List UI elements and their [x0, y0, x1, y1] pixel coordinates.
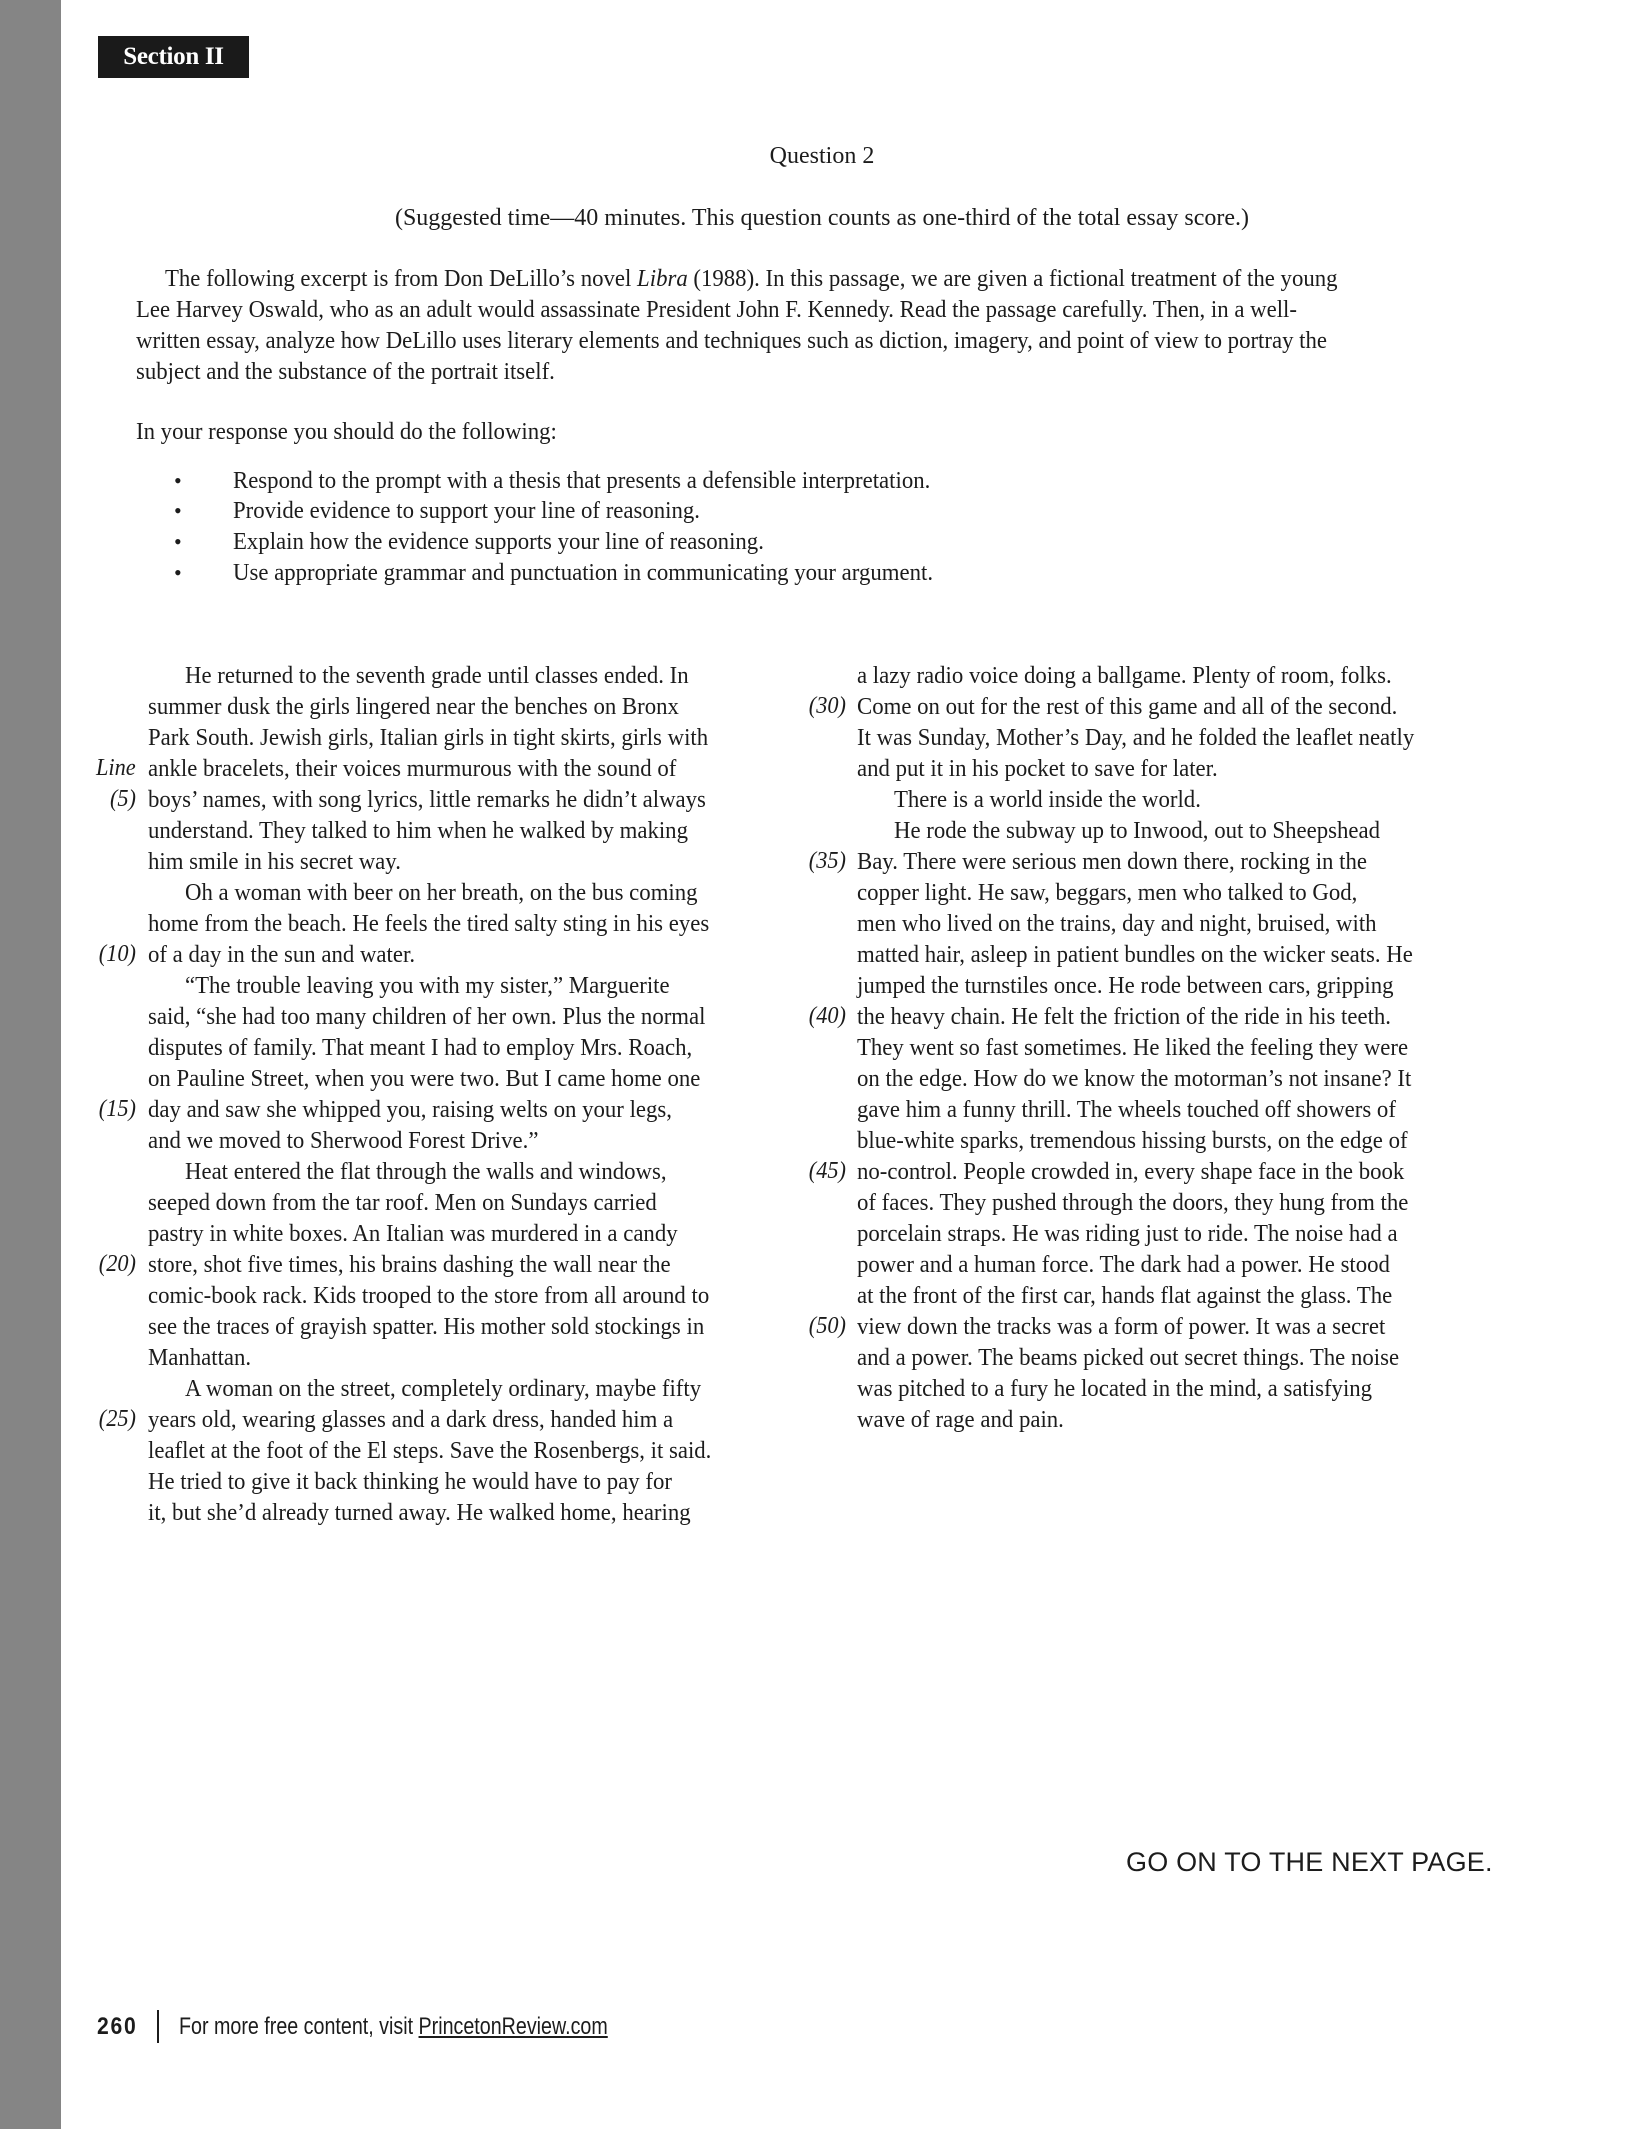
- go-on-next-page-note: GO ON TO THE NEXT PAGE.: [1126, 1847, 1493, 1877]
- passage-line: boys’ names, with song lyrics, little remarks he didn’t always: [148, 785, 706, 813]
- passage-line: and a power. The beams picked out secret things. The noise: [857, 1343, 1400, 1371]
- prompt-text: The following excerpt is from Don DeLillo’s novel: [165, 264, 638, 292]
- passage-line: said, “she had too many children of her own. Plus the normal: [148, 1002, 706, 1030]
- passage-line: wave of rage and pain.: [857, 1405, 1064, 1433]
- passage-line: “The trouble leaving you with my sister,” Marguerite: [185, 971, 670, 999]
- passage-line: at the front of the first car, hands flat against the glass. The: [857, 1281, 1393, 1309]
- passage-line: disputes of family. That meant I had to employ Mrs. Roach,: [148, 1033, 693, 1061]
- passage-line: a lazy radio voice doing a ballgame. Plenty of room, folks.: [857, 661, 1392, 689]
- prompt-line: [165, 263, 1338, 294]
- passage-line: Heat entered the flat through the walls and windows,: [185, 1157, 667, 1185]
- passage-line: matted hair, asleep in patient bundles on the wicker seats. He: [857, 940, 1413, 968]
- passage-line: porcelain straps. He was riding just to ride. The noise had a: [857, 1219, 1398, 1247]
- passage-line: Oh a woman with beer on her breath, on the bus coming: [185, 878, 698, 906]
- line-number: (20): [98, 1250, 136, 1277]
- passage-line: him smile in his secret way.: [148, 847, 401, 875]
- line-number: (5): [109, 785, 136, 812]
- passage-line: There is a world inside the world.: [894, 785, 1201, 813]
- line-number: (40): [808, 1002, 846, 1029]
- prompt-line: [136, 325, 1327, 356]
- instruction-item: Explain how the evidence supports your line of reasoning.: [233, 527, 764, 555]
- passage-line: power and a human force. The dark had a power. He stood: [857, 1250, 1390, 1278]
- passage-line: Manhattan.: [148, 1343, 252, 1371]
- bullet-icon: •: [174, 467, 182, 493]
- passage-line: blue-white sparks, tremendous hissing bursts, on the edge of: [857, 1126, 1408, 1154]
- passage-line: He rode the subway up to Inwood, out to Sheepshead: [894, 816, 1380, 844]
- passage-line: seeped down from the tar roof. Men on Sundays carried: [148, 1188, 657, 1216]
- passage-line: Bay. There were serious men down there, rocking in the: [857, 847, 1367, 875]
- question-title: Question 2: [769, 143, 875, 169]
- passage-line: understand. They talked to him when he walked by making: [148, 816, 688, 844]
- instruction-item: Respond to the prompt with a thesis that presents a defensible interpretation.: [233, 466, 931, 494]
- passage-line: It was Sunday, Mother’s Day, and he folded the leaflet neatly: [857, 723, 1415, 751]
- passage-line: of faces. They pushed through the doors, they hung from the: [857, 1188, 1409, 1216]
- bullet-icon: •: [174, 559, 182, 585]
- passage-line: and put it in his pocket to save for later.: [857, 754, 1218, 782]
- prompt-line: [136, 356, 555, 387]
- line-number: (30): [808, 692, 846, 719]
- footer-promo-text: For more free content, visit: [179, 2013, 419, 2040]
- footer-promo: [179, 2012, 608, 2042]
- line-number: (45): [808, 1157, 846, 1184]
- passage-line: was pitched to a fury he located in the mind, a satisfying: [857, 1374, 1373, 1402]
- passage-line: view down the tracks was a form of power. It was a secret: [857, 1312, 1386, 1340]
- prompt-text: subject and the substance of the portrait itself.: [136, 357, 555, 385]
- instruction-item: Provide evidence to support your line of reasoning.: [233, 496, 700, 524]
- timing-note: (Suggested time—40 minutes. This question counts as one-third of the total essay score.): [394, 205, 1250, 231]
- novel-title: Libra: [637, 264, 688, 292]
- passage-line: pastry in white boxes. An Italian was murdered in a candy: [148, 1219, 678, 1247]
- section-badge: [98, 36, 249, 78]
- passage-line: on Pauline Street, when you were two. But I came home one: [148, 1064, 701, 1092]
- page-gutter-bar: [0, 0, 61, 2129]
- passage-line: Come on out for the rest of this game and all of the second.: [857, 692, 1398, 720]
- passage-line: A woman on the street, completely ordinary, maybe fifty: [185, 1374, 702, 1402]
- prompt-text: written essay, analyze how DeLillo uses literary elements and techniques such as diction, imagery, and point of view to portray the: [136, 326, 1328, 354]
- passage-line: and we moved to Sherwood Forest Drive.”: [148, 1126, 539, 1154]
- passage-line: on the edge. How do we know the motorman’s not insane? It: [857, 1064, 1412, 1092]
- passage-line: comic-book rack. Kids trooped to the store from all around to: [148, 1281, 710, 1309]
- instructions-intro: In your response you should do the following:: [136, 418, 557, 445]
- bullet-icon: •: [174, 528, 182, 554]
- passage-line: He tried to give it back thinking he would have to pay for: [148, 1467, 672, 1495]
- passage-line: home from the beach. He feels the tired salty sting in his eyes: [148, 909, 710, 937]
- passage-line: summer dusk the girls lingered near the benches on Bronx: [148, 692, 679, 720]
- prompt-line: [136, 294, 1297, 325]
- instruction-item: Use appropriate grammar and punctuation in communicating your argument.: [233, 558, 934, 586]
- passage-line: Park South. Jewish girls, Italian girls in tight skirts, girls with: [148, 723, 709, 751]
- prompt-text: (1988). In this passage, we are given a fictional treatment of the young: [687, 264, 1338, 292]
- footer-divider: [157, 2010, 159, 2043]
- passage-line: ankle bracelets, their voices murmurous with the sound of: [148, 754, 677, 782]
- passage-line: leaflet at the foot of the El steps. Save the Rosenbergs, it said.: [148, 1436, 712, 1464]
- line-number: (50): [808, 1312, 846, 1339]
- passage-line: years old, wearing glasses and a dark dress, handed him a: [148, 1405, 674, 1433]
- passage-line: day and saw she whipped you, raising welts on your legs,: [148, 1095, 672, 1123]
- line-number: (10): [98, 940, 136, 967]
- passage-line: no-control. People crowded in, every shape face in the book: [857, 1157, 1405, 1185]
- passage-line: of a day in the sun and water.: [148, 940, 416, 968]
- prompt-text: Lee Harvey Oswald, who as an adult would assassinate President John F. Kennedy. Read the passage carefully. Then, in a well-: [136, 295, 1297, 323]
- passage-line: gave him a funny thrill. The wheels touched off showers of: [857, 1095, 1396, 1123]
- bullet-icon: •: [174, 497, 182, 523]
- passage-line: He returned to the seventh grade until classes ended. In: [185, 661, 689, 689]
- passage-line: copper light. He saw, beggars, men who talked to God,: [857, 878, 1358, 906]
- passage-line: see the traces of grayish spatter. His mother sold stockings in: [148, 1312, 705, 1340]
- passage-line: men who lived on the trains, day and night, bruised, with: [857, 909, 1377, 937]
- passage-line: the heavy chain. He felt the friction of the ride in his teeth.: [857, 1002, 1391, 1030]
- princeton-review-link[interactable]: PrincetonReview.com: [418, 2013, 608, 2040]
- passage-line: store, shot five times, his brains dashing the wall near the: [148, 1250, 671, 1278]
- line-label: Line: [96, 754, 136, 781]
- passage-line: it, but she’d already turned away. He walked home, hearing: [148, 1498, 691, 1526]
- line-number: (35): [808, 847, 846, 874]
- passage-line: They went so fast sometimes. He liked the feeling they were: [857, 1033, 1409, 1061]
- line-number: (15): [98, 1095, 136, 1122]
- section-label: Section II: [123, 43, 224, 70]
- line-number: (25): [98, 1405, 136, 1432]
- passage-line: jumped the turnstiles once. He rode between cars, gripping: [857, 971, 1394, 999]
- page-number: 260: [97, 2013, 138, 2040]
